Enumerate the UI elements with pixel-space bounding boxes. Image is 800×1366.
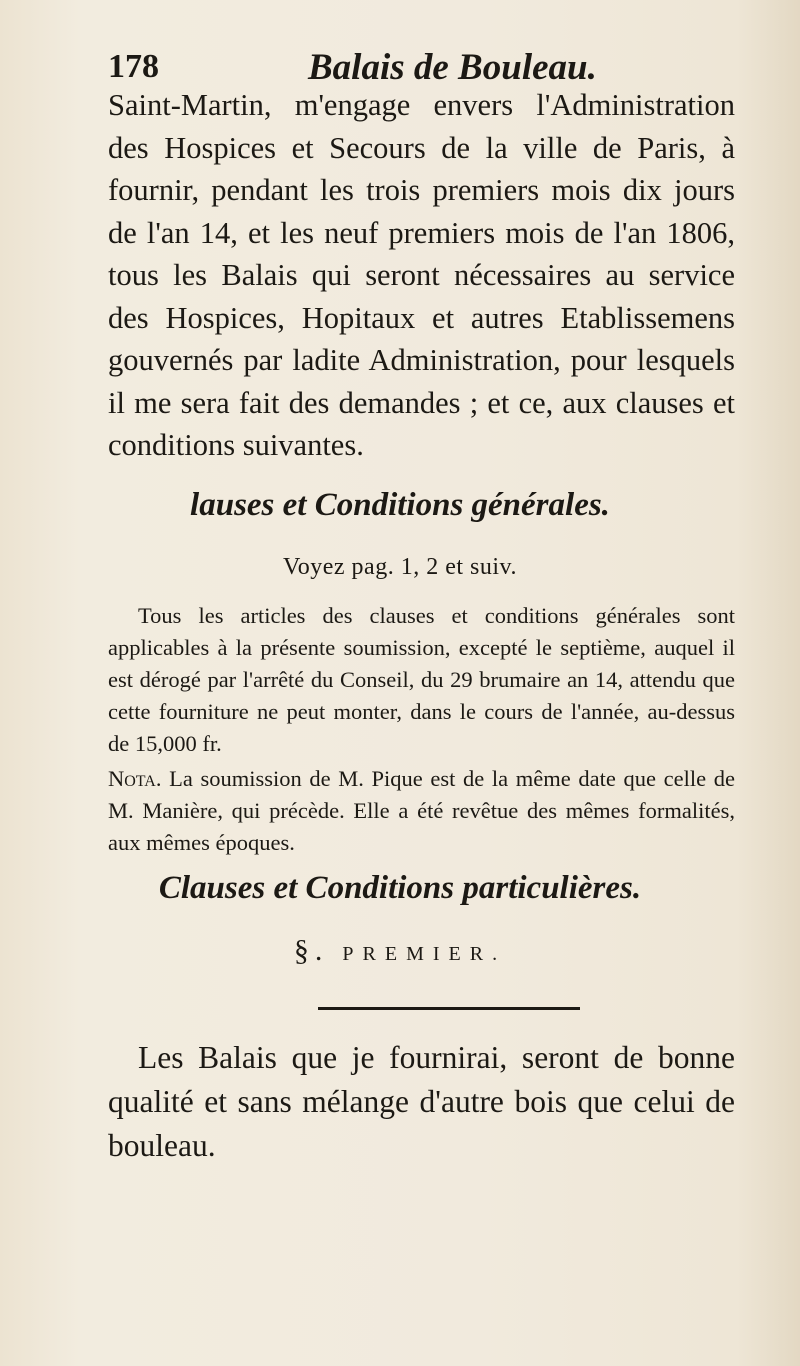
section-sign: §. bbox=[293, 934, 329, 967]
articles-paragraph: Tous les articles des clauses et conditions générales sont applicables à la présente soumission, excepté le septième, auquel il est dérogé par l'arrêté du Conseil, du 29 brumaire an 14, attendu que cette fourniture ne peut monter, dans le cours de l'année, au-dessus de 15,000 fr. bbox=[108, 603, 735, 756]
particular-conditions-title: Clauses et Conditions particulières. bbox=[158, 870, 642, 906]
general-conditions-title: lauses et Conditions générales. bbox=[190, 487, 610, 523]
page-number: 178 bbox=[108, 48, 159, 85]
final-paragraph: Les Balais que je fournirai, seront de bonne qualité et sans mélange d'autre bois que celui de bouleau. bbox=[108, 1040, 735, 1163]
intro-paragraph: Saint-Martin, m'engage envers l'Administration des Hospices et Secours de la ville de Paris, à fournir, pendant les trois premiers mois dix jours de l'an 14, et les neuf premiers mois de l'an 1806, tous les Balais qui seront nécessaires au service des Hospices, Hopitaux et autres Etablissemens gouvernés par ladite Administration, pour lesquels il me sera fait des demandes ; et ce, aux clauses et conditions suivantes. bbox=[108, 88, 735, 462]
section-word: PREMIER. bbox=[342, 943, 507, 965]
section-heading bbox=[0, 934, 800, 968]
running-title: Balais de Bouleau. bbox=[308, 47, 597, 88]
page-reference: Voyez pag. 1, 2 et suiv. bbox=[283, 554, 517, 580]
horizontal-rule bbox=[318, 1007, 580, 1010]
nota-text: La soumission de M. Pique est de la même date que celle de M. Manière, qui précède. Elle a été revêtue des mêmes formalités, aux mêmes époques. bbox=[108, 766, 735, 855]
page-header bbox=[108, 38, 708, 88]
nota-paragraph bbox=[108, 763, 735, 859]
nota-label: Nota. bbox=[108, 766, 162, 791]
